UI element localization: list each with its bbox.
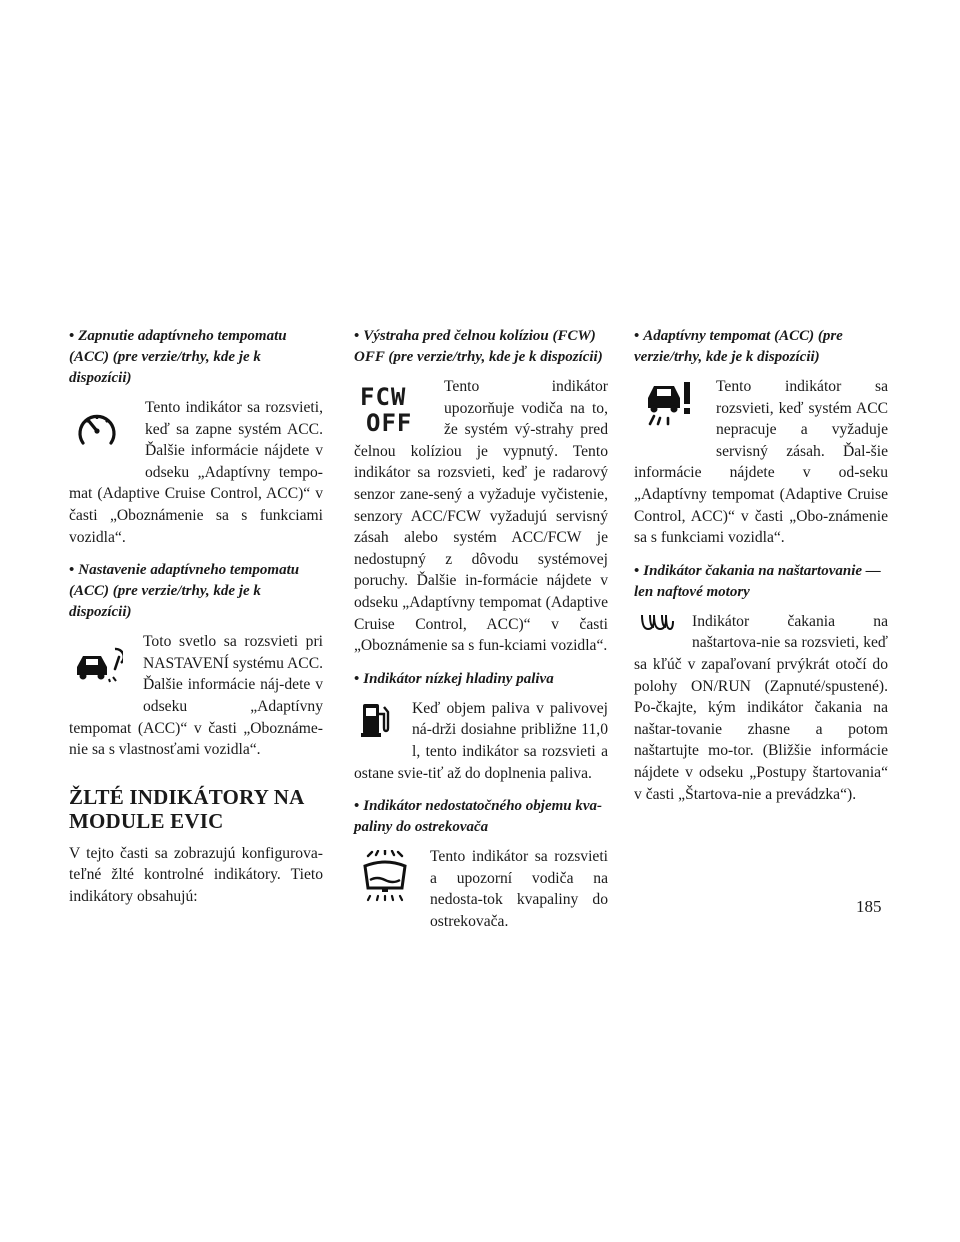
washer-fluid-text: Tento indikátor sa rozsvieti a upozorní vodiča na nedosta-tok kvapaliny do ostrekovača. [430,848,608,930]
acc-speedometer-icon [75,407,137,469]
glow-plug-icon [640,613,688,635]
washer-fluid-icon [362,850,424,922]
acc-set-heading: • Nastavenie adaptívneho tempomatu (ACC) (pre verzie/trhy, kde je k dispozícii) [69,562,300,621]
glow-plug-heading: • Indikátor čakania na naštartovanie — len naftové motory [634,562,881,600]
column-1 [69,326,323,920]
acc-on-heading: • Zapnutie adaptívneho tempomatu (ACC) (pre verzie/trhy, kde je k dispozícii) [69,328,287,386]
fcw-off-text: Tento indikátor upozorňuje vodiča na to, že systém vý-strahy pred čelnou kolíziou je vypnutý. Tento indikátor sa rozsvieti, keď je radarový senzor zane-sený a vyžaduje vyčistenie, senzory ACC/FCW vyžadujú servisný zásah alebo systém ACC/FCW je nedostupný z dôvodu systémovej poruchy. Ďalšie in-formácie nájdete v odseku „Adaptívny tempomat (Adaptive Cruise Control, ACC)“ v časti „Oboznámenie sa s fun-kciami vozidla“. [354,378,608,655]
section-title: ŽLTÉ INDIKÁTORY NA MODULE EVIC [69,784,305,833]
fcw-off-icon [360,384,438,436]
fcw-off-heading: • Výstraha pred čelnou kolíziou (FCW) OFF (pre verzie/trhy, kde je k dispozícii) [354,328,603,365]
acc-fault-icon [644,378,710,440]
page-number: 185 [856,897,882,916]
acc-fault-heading: • Adaptívny tempomat (ACC) (pre verzie/trhy, kde je k dispozícii) [634,328,843,365]
column-2 [354,326,608,944]
low-fuel-text: Keď objem paliva v palivovej ná-drži dosiahne približne 11,0 l, tento indikátor sa rozsvieti a ostane svie-tiť až do doplnenia paliva. [354,699,608,782]
low-fuel-heading: • Indikátor nízkej hladiny paliva [354,670,554,687]
acc-on-text: Tento indikátor sa rozsvieti, keď sa zapne systém ACC. Ďalšie informácie nájdete v odseku „Adaptívny tempo-mat (Adaptive Cruise Control, ACC)“ v časti „Oboznámenie sa s funkciami vozidla“. [69,399,323,546]
column-3 [634,326,888,817]
glow-plug-text: Indikátor čakania na naštartova-nie sa rozsvieti, keď sa kľúč v zapaľovaní prvýkrát otočí do polohy ON/RUN (Zapnuté/spustené). Po-čkajte, kým indikátor čakania na naštar-tovanie zhasne a potom naštartujte mo-tor. (Bližšie informácie nájdete v odseku „Postupy štartovania“ v časti „Štartova-nie a prevádzka“). [634,612,888,803]
acc-fault-text: Tento indikátor sa rozsvieti, keď systém ACC nepracuje a vyžaduje servisný zásah. Ďal-šie informácie nájdete v od-seku „Adaptívny tempomat (Adaptive Cruise Control, ACC)“ v časti „Obo-známenie sa s funkciami vozidla“. [634,378,888,547]
washer-fluid-heading: • Indikátor nedostatočného objemu kva-paliny do ostrekovača [354,798,603,836]
section-intro: V tejto časti sa zobrazujú konfigurova-teľné žlté kontrolné indikátory. Tieto indikátory obsahujú: [69,844,323,905]
fcw-label: FCW [360,383,407,411]
acc-set-car-icon [73,645,135,695]
acc-set-text: Toto svetlo sa rozsvieti pri NASTAVENÍ systému ACC. Ďalšie informácie náj-dete v odseku „Adaptívny tempomat (ACC)“ v časti „Oboznáme-nie sa s vlastnosťami vozidla“. [69,633,323,759]
fuel-pump-icon [360,700,408,744]
off-label: OFF [366,409,413,437]
